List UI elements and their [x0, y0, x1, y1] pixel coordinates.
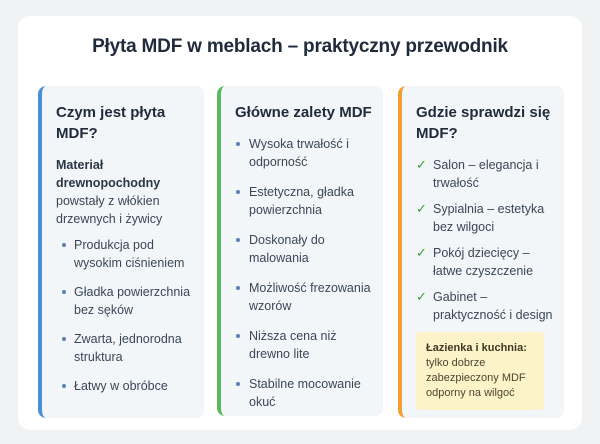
bullet-icon	[236, 382, 240, 386]
column-advantages	[217, 86, 383, 416]
list-item	[56, 330, 194, 366]
check-icon: ✓	[416, 245, 427, 260]
list-item-text: Możliwość frezowania wzorów	[249, 281, 371, 313]
list-item-text: Salon – elegancja i trwałość	[433, 158, 539, 190]
column-heading: Czym jest płyta MDF?	[56, 104, 166, 142]
list-item	[235, 183, 373, 219]
list-item	[416, 288, 554, 324]
list-item-text: Niższa cena niż drewno lite	[249, 329, 337, 361]
usage-list	[416, 156, 554, 324]
list-item-text: Gładka powierzchnia bez sęków	[74, 285, 191, 317]
note-title: Łazienka i kuchnia:	[426, 342, 527, 354]
check-icon: ✓	[416, 157, 427, 172]
bullet-icon	[62, 243, 66, 247]
list-item-text: Produkcja pod wysokim ciśnieniem	[74, 238, 185, 270]
list-item	[235, 135, 373, 171]
intro-rest: powstały z włókien drzewnych i żywicy	[56, 194, 163, 226]
list-item-text: Stabilne mocowanie okuć	[249, 377, 361, 409]
list-item-text: Pokój dziecięcy – łatwe czyszczenie	[433, 246, 534, 278]
bullet-icon	[236, 142, 240, 146]
bullet-icon	[62, 384, 66, 388]
list-item	[416, 156, 554, 192]
bullet-icon	[236, 286, 240, 290]
bullet-icon	[236, 334, 240, 338]
feature-list	[56, 236, 194, 395]
list-item-text: Sypialnia – estetyka bez wilgoci	[433, 202, 545, 234]
check-icon: ✓	[416, 289, 427, 304]
intro-bold: Materiał drewnopochodny	[56, 158, 161, 190]
column-where-to-use	[398, 86, 564, 418]
list-item-text: Łatwy w obróbce	[74, 379, 168, 393]
list-item	[235, 279, 373, 315]
intro-text	[56, 156, 194, 228]
note-text: tylko dobrze zabezpieczony MDF odporny na wilgoć	[426, 357, 526, 399]
guide-card	[18, 16, 582, 430]
list-item	[56, 283, 194, 319]
list-item	[235, 327, 373, 363]
bullet-icon	[236, 190, 240, 194]
list-item-text: Gabinet – praktyczność i design	[433, 290, 553, 322]
warning-note	[416, 332, 544, 410]
column-what-is-mdf	[38, 86, 204, 418]
list-item	[416, 244, 554, 280]
list-item-text: Doskonały do malowania	[249, 233, 325, 265]
list-item	[56, 236, 194, 272]
list-item-text: Wysoka trwałość i odporność	[249, 137, 349, 169]
bullet-icon	[62, 290, 66, 294]
column-heading: Gdzie sprawdzi się MDF?	[416, 104, 551, 142]
advantages-list	[235, 135, 373, 411]
list-item	[56, 377, 194, 395]
list-item-text: Zwarta, jednorodna struktura	[74, 332, 182, 364]
list-item	[416, 200, 554, 236]
list-item	[235, 375, 373, 411]
list-item-text: Estetyczna, gładka powierzchnia	[249, 185, 354, 217]
list-item	[235, 231, 373, 267]
column-heading: Główne zalety MDF	[235, 104, 372, 121]
page-title: Płyta MDF w meblach – praktyczny przewodnik	[92, 36, 508, 57]
bullet-icon	[62, 337, 66, 341]
bullet-icon	[236, 238, 240, 242]
check-icon: ✓	[416, 201, 427, 216]
